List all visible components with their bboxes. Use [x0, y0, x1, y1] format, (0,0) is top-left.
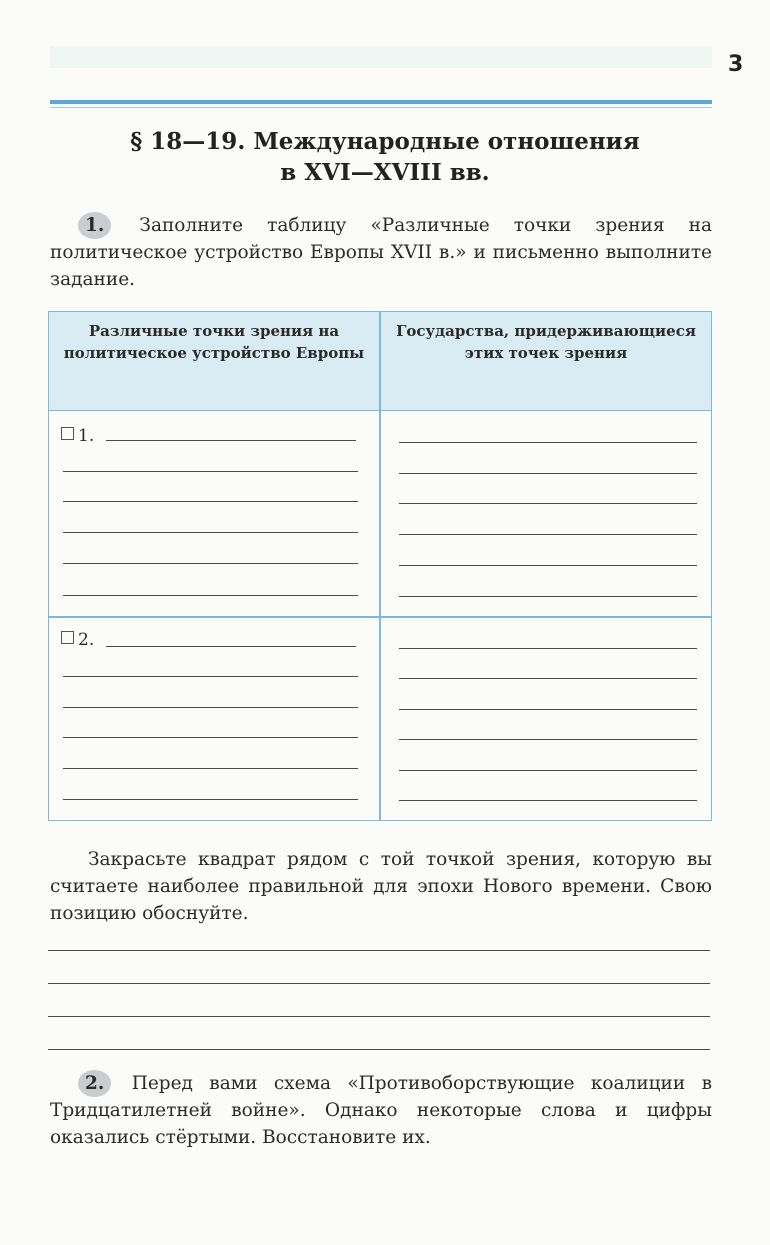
title-line-1: § 18—19. Международные отношения: [130, 128, 640, 155]
row-2-marker: [61, 630, 94, 650]
write-line[interactable]: [399, 503, 697, 504]
title-line-2: в XVI—XVIII вв.: [280, 159, 490, 186]
write-line[interactable]: [63, 676, 358, 677]
write-line[interactable]: [399, 678, 697, 679]
write-line[interactable]: [63, 799, 358, 800]
table-row-divider: [49, 616, 711, 618]
write-line[interactable]: [399, 770, 697, 771]
write-line[interactable]: [63, 737, 358, 738]
write-line[interactable]: [399, 473, 697, 474]
write-line[interactable]: [399, 442, 697, 443]
row-1-number: 1.: [78, 426, 95, 446]
viewpoints-table: [48, 311, 712, 821]
table-header-states: Государства, придерживающиеся этих точек зрения: [396, 322, 696, 362]
write-line[interactable]: [106, 440, 356, 441]
answer-line[interactable]: [48, 983, 710, 984]
task-1: [50, 212, 712, 293]
instruction-paragraph: Закрасьте квадрат рядом с той точкой зрения, которую вы считаете наиболее правильной для эпохи Нового времени. Свою позицию обоснуйте.: [50, 849, 712, 924]
task-2-text: Перед вами схема «Противоборствующие коалиции в Тридцатилетней войне». Однако некоторые слова и цифры оказались стёртыми. Восстановите их.: [50, 1073, 712, 1148]
write-line[interactable]: [63, 768, 358, 769]
write-line[interactable]: [106, 646, 356, 647]
row-2-checkbox[interactable]: [61, 631, 74, 644]
answer-line[interactable]: [48, 950, 710, 951]
write-line[interactable]: [399, 596, 697, 597]
section-title: [50, 126, 720, 188]
header-rule-thin: [50, 107, 712, 108]
page-number: 3: [728, 52, 744, 77]
answer-line[interactable]: [48, 1016, 710, 1017]
row-2-number: 2.: [78, 630, 95, 650]
write-line[interactable]: [399, 800, 697, 801]
write-line[interactable]: [63, 563, 358, 564]
write-line[interactable]: [399, 739, 697, 740]
table-column-divider: [379, 312, 381, 820]
answer-line[interactable]: [48, 1049, 710, 1050]
write-line[interactable]: [63, 501, 358, 502]
task-2: [50, 1070, 712, 1151]
header-rule: [50, 100, 712, 104]
write-line[interactable]: [63, 707, 358, 708]
write-line[interactable]: [63, 595, 358, 596]
task-1-number: 1.: [78, 212, 111, 239]
table-header-viewpoints: Различные точки зрения на политическое устройство Европы: [63, 322, 365, 362]
task-2-number: 2.: [78, 1070, 111, 1097]
write-line[interactable]: [399, 648, 697, 649]
write-line[interactable]: [63, 532, 358, 533]
header-band: [50, 46, 712, 68]
task-1-text: Заполните таблицу «Различные точки зрения на политическое устройство Европы XVII в.» и письменно выполните задание.: [50, 215, 712, 290]
write-line[interactable]: [399, 534, 697, 535]
row-1-checkbox[interactable]: [61, 427, 74, 440]
write-line[interactable]: [63, 471, 358, 472]
row-1-marker: [61, 426, 94, 446]
write-line[interactable]: [399, 565, 697, 566]
write-line[interactable]: [399, 709, 697, 710]
